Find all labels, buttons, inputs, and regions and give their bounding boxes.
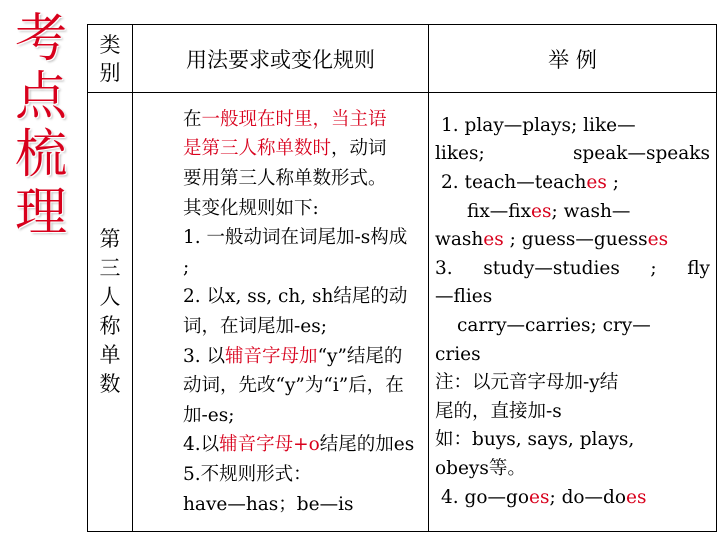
text-segment: 4.以 bbox=[183, 434, 220, 456]
title-char: 点 bbox=[14, 67, 67, 127]
example-line bbox=[435, 255, 710, 284]
text-segment: 3. study—studies ; fly bbox=[435, 257, 710, 279]
category-char: 三 bbox=[99, 256, 121, 280]
example-line bbox=[435, 369, 710, 398]
rule-line bbox=[183, 164, 422, 194]
examples-cell bbox=[429, 93, 717, 532]
rule-line bbox=[183, 371, 422, 401]
text-segment: 2. 以x, ss, ch, sh结尾的动 bbox=[183, 286, 408, 308]
text-segment: 2. teach—teach bbox=[441, 172, 587, 194]
example-line bbox=[435, 283, 710, 312]
text-segment: ; bbox=[606, 172, 619, 194]
title-char: 梳 bbox=[14, 125, 67, 185]
rule-line bbox=[183, 401, 422, 431]
text-segment: likes; speak—speaks bbox=[435, 143, 710, 165]
example-line bbox=[435, 140, 710, 169]
text-segment: 加-es; bbox=[183, 404, 235, 426]
rule-line bbox=[183, 460, 422, 490]
example-line bbox=[435, 455, 710, 484]
example-line bbox=[435, 226, 710, 255]
rule-line bbox=[183, 194, 422, 224]
category-char: 人 bbox=[99, 285, 121, 309]
rule-line bbox=[183, 430, 422, 460]
category-char: 数 bbox=[99, 372, 121, 396]
rule-line bbox=[183, 253, 422, 283]
text-segment: 尾的，直接加-s bbox=[435, 400, 562, 422]
text-segment: 4. go—go bbox=[441, 486, 529, 508]
header-category bbox=[88, 25, 133, 93]
title-char: 考 bbox=[14, 9, 67, 69]
text-segment: 在 bbox=[183, 108, 202, 130]
rule-line bbox=[183, 282, 422, 312]
grammar-table bbox=[87, 24, 717, 532]
rule-line bbox=[183, 134, 422, 164]
category-char: 单 bbox=[99, 343, 121, 367]
example-line bbox=[435, 426, 710, 455]
rule-line bbox=[183, 223, 422, 253]
example-line bbox=[435, 398, 710, 427]
highlight-text: 是第三人称单数时 bbox=[183, 138, 332, 160]
text-segment: 词，在词尾加-es; bbox=[183, 316, 327, 337]
text-segment: ; do—do bbox=[549, 486, 627, 508]
highlight-text: es bbox=[647, 229, 669, 251]
highlight-text: es bbox=[529, 486, 550, 508]
example-line bbox=[435, 169, 710, 198]
highlight-text: es bbox=[626, 486, 647, 508]
header-row bbox=[88, 25, 717, 93]
highlight-text: 辅音字母加 bbox=[225, 345, 318, 367]
text-segment: wash bbox=[435, 229, 484, 251]
category-cell bbox=[88, 93, 133, 532]
rule-line bbox=[183, 490, 422, 520]
title-char: 理 bbox=[14, 183, 67, 243]
text-segment: 1. 一般动词在词尾加-s构成 bbox=[183, 227, 408, 249]
rule-line bbox=[183, 105, 422, 135]
example-line bbox=[435, 312, 710, 341]
text-segment: ; bbox=[183, 256, 190, 278]
example-line bbox=[435, 484, 710, 513]
rule-line bbox=[183, 342, 422, 372]
text-segment: 注：以元音字母加-y结 bbox=[435, 372, 619, 394]
example-line bbox=[435, 112, 710, 141]
category-char: 称 bbox=[99, 314, 121, 338]
text-segment: obeys等。 bbox=[435, 457, 526, 479]
text-segment: “y”结尾的 bbox=[317, 345, 403, 367]
header-examples: 举 例 bbox=[429, 25, 717, 93]
text-segment: 1. play—plays; like— bbox=[441, 114, 636, 136]
highlight-text: 辅音字母+o bbox=[219, 434, 320, 456]
header-category-text: 类别 bbox=[99, 32, 121, 85]
text-segment: carry—carries; cry— bbox=[457, 315, 651, 336]
text-segment: cries bbox=[435, 343, 481, 365]
highlight-text: es bbox=[586, 172, 607, 194]
header-rules: 用法要求或变化规则 bbox=[133, 25, 429, 93]
text-segment: 如：buys, says, plays, bbox=[435, 429, 635, 451]
text-segment: 3. 以 bbox=[183, 345, 226, 367]
text-segment: fix—fix bbox=[467, 200, 532, 222]
text-segment: —flies bbox=[435, 286, 493, 308]
text-segment: 5.不规则形式： bbox=[183, 463, 312, 485]
section-title bbox=[0, 10, 82, 242]
table-row bbox=[88, 93, 717, 532]
text-segment: ; wash— bbox=[551, 200, 631, 222]
category-char: 第 bbox=[99, 227, 121, 251]
example-line bbox=[435, 198, 710, 227]
rules-cell bbox=[133, 93, 429, 532]
text-segment: 要用第三人称单数形式。 bbox=[183, 168, 387, 190]
category-text bbox=[99, 225, 121, 399]
example-line bbox=[435, 341, 710, 370]
highlight-text: es bbox=[531, 200, 552, 222]
text-segment: ，动词 bbox=[331, 138, 387, 160]
text-segment: 结尾的加es bbox=[319, 434, 415, 456]
text-segment: have—has；be—is bbox=[183, 493, 354, 515]
rule-line bbox=[183, 312, 422, 342]
highlight-text: es bbox=[483, 229, 504, 251]
text-segment: 其变化规则如下: bbox=[183, 197, 319, 219]
highlight-text: 一般现在时里，当主语 bbox=[201, 108, 387, 130]
text-segment: 动词，先改“y”为“i”后，在 bbox=[183, 375, 404, 397]
text-segment: ; guess—guess bbox=[503, 229, 648, 251]
